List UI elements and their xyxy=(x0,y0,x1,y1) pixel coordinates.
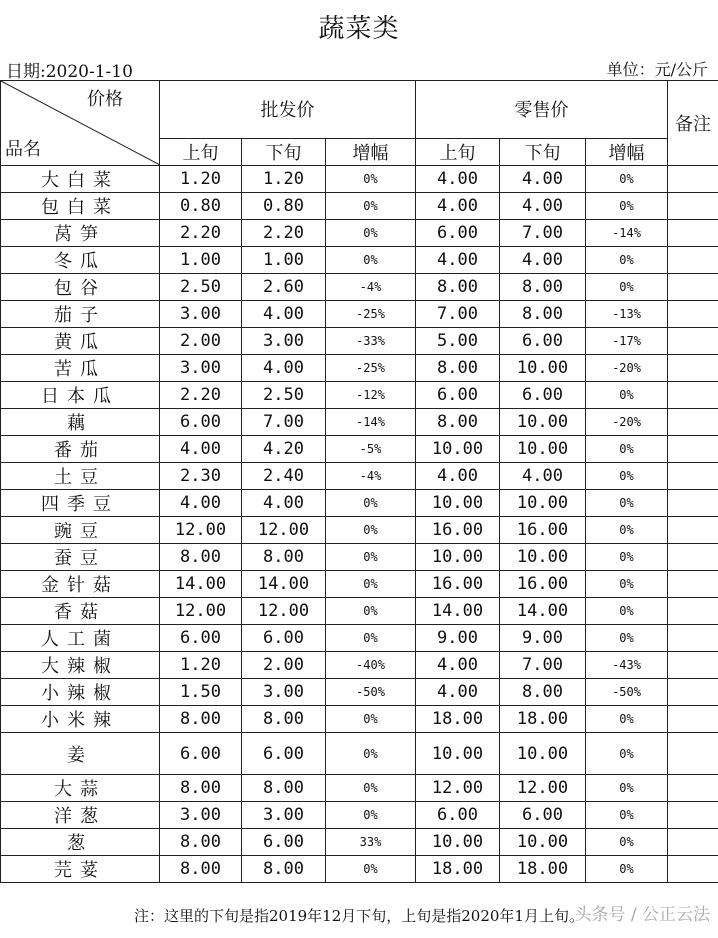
value-cell: 8.00 xyxy=(416,274,500,301)
value-cell: 0% xyxy=(326,517,416,544)
wholesale-header: 批发价 xyxy=(160,81,416,139)
value-cell: -4% xyxy=(326,463,416,490)
value-cell: 6.00 xyxy=(242,733,326,775)
value-cell: 0% xyxy=(586,829,668,856)
remark-cell xyxy=(668,490,718,517)
table-row xyxy=(1,436,718,463)
value-cell: 10.00 xyxy=(500,490,586,517)
value-cell: 2.00 xyxy=(242,652,326,679)
value-cell: 6.00 xyxy=(160,409,242,436)
value-cell: 0% xyxy=(326,220,416,247)
page-title: 蔬菜类 xyxy=(318,14,400,44)
value-cell: -4% xyxy=(326,274,416,301)
value-cell: 12.00 xyxy=(242,517,326,544)
item-name-cell: 土豆 xyxy=(1,463,160,490)
remark-cell xyxy=(668,463,718,490)
table-row xyxy=(1,166,718,193)
value-cell: -25% xyxy=(326,301,416,328)
item-name-cell: 冬瓜 xyxy=(1,247,160,274)
sub-header: 上旬 xyxy=(160,138,242,165)
value-cell: -12% xyxy=(326,382,416,409)
value-cell: 4.00 xyxy=(416,652,500,679)
value-cell: 0% xyxy=(586,382,668,409)
table-row xyxy=(1,733,718,775)
value-cell: 0% xyxy=(586,490,668,517)
value-cell: 0.80 xyxy=(242,193,326,220)
item-name-cell: 芫荽 xyxy=(1,856,160,883)
value-cell: 18.00 xyxy=(416,856,500,883)
value-cell: -17% xyxy=(586,328,668,355)
value-cell: -20% xyxy=(586,409,668,436)
remark-cell xyxy=(668,409,718,436)
table-row xyxy=(1,382,718,409)
value-cell: 10.00 xyxy=(416,490,500,517)
value-cell: 33% xyxy=(326,829,416,856)
value-cell: 16.00 xyxy=(500,517,586,544)
value-cell: 2.20 xyxy=(242,220,326,247)
price-table xyxy=(0,80,718,883)
value-cell: 10.00 xyxy=(416,436,500,463)
value-cell: 10.00 xyxy=(416,829,500,856)
value-cell: 0% xyxy=(326,166,416,193)
item-name-cell: 大辣椒 xyxy=(1,652,160,679)
table-row xyxy=(1,652,718,679)
value-cell: 6.00 xyxy=(160,733,242,775)
remark-cell xyxy=(668,775,718,802)
item-name-cell: 姜 xyxy=(1,733,160,775)
value-cell: 3.00 xyxy=(242,802,326,829)
value-cell: 4.00 xyxy=(416,247,500,274)
table-row xyxy=(1,706,718,733)
remark-cell xyxy=(668,247,718,274)
value-cell: 0% xyxy=(586,436,668,463)
item-name-cell: 大蒜 xyxy=(1,775,160,802)
value-cell: 8.00 xyxy=(160,544,242,571)
value-cell: 0% xyxy=(326,625,416,652)
value-cell: 0% xyxy=(586,517,668,544)
item-name-cell: 金针菇 xyxy=(1,571,160,598)
value-cell: 14.00 xyxy=(500,598,586,625)
remark-cell xyxy=(668,328,718,355)
item-name-cell: 日本瓜 xyxy=(1,382,160,409)
remark-cell xyxy=(668,733,718,775)
table-row xyxy=(1,355,718,382)
value-cell: 5.00 xyxy=(416,328,500,355)
value-cell: 8.00 xyxy=(500,679,586,706)
item-name-cell: 豌豆 xyxy=(1,517,160,544)
value-cell: -13% xyxy=(586,301,668,328)
value-cell: 4.00 xyxy=(416,166,500,193)
value-cell: 12.00 xyxy=(160,598,242,625)
table-row xyxy=(1,802,718,829)
value-cell: 0% xyxy=(586,571,668,598)
value-cell: 18.00 xyxy=(416,706,500,733)
value-cell: 1.20 xyxy=(160,652,242,679)
value-cell: 1.00 xyxy=(242,247,326,274)
item-name-cell: 小辣椒 xyxy=(1,679,160,706)
value-cell: 0% xyxy=(586,544,668,571)
value-cell: 0% xyxy=(326,490,416,517)
value-cell: 14.00 xyxy=(242,571,326,598)
value-cell: 4.00 xyxy=(500,463,586,490)
value-cell: 8.00 xyxy=(160,829,242,856)
table-row xyxy=(1,517,718,544)
remark-cell xyxy=(668,571,718,598)
value-cell: 0.80 xyxy=(160,193,242,220)
value-cell: 18.00 xyxy=(500,856,586,883)
table-row xyxy=(1,829,718,856)
value-cell: 8.00 xyxy=(242,856,326,883)
remark-cell xyxy=(668,274,718,301)
remark-cell xyxy=(668,706,718,733)
value-cell: 4.00 xyxy=(416,463,500,490)
watermark: 头条号 / 公正云法 xyxy=(574,905,710,925)
value-cell: 10.00 xyxy=(416,733,500,775)
value-cell: 8.00 xyxy=(160,706,242,733)
meta-row xyxy=(0,57,718,82)
value-cell: 0% xyxy=(586,775,668,802)
value-cell: -5% xyxy=(326,436,416,463)
value-cell: -14% xyxy=(586,220,668,247)
value-cell: 14.00 xyxy=(160,571,242,598)
value-cell: 9.00 xyxy=(500,625,586,652)
item-name-cell: 蚕豆 xyxy=(1,544,160,571)
item-name-cell: 葱 xyxy=(1,829,160,856)
value-cell: 6.00 xyxy=(416,802,500,829)
remark-cell xyxy=(668,652,718,679)
value-cell: 6.00 xyxy=(242,829,326,856)
remark-cell xyxy=(668,679,718,706)
sub-header: 增幅 xyxy=(586,138,668,165)
value-cell: 0% xyxy=(586,193,668,220)
value-cell: 4.20 xyxy=(242,436,326,463)
value-cell: 4.00 xyxy=(242,301,326,328)
remark-cell xyxy=(668,166,718,193)
price-header-label: 价格 xyxy=(87,89,123,110)
value-cell: 3.00 xyxy=(160,355,242,382)
value-cell: 7.00 xyxy=(416,301,500,328)
remark-cell xyxy=(668,544,718,571)
value-cell: 10.00 xyxy=(416,544,500,571)
value-cell: 9.00 xyxy=(416,625,500,652)
value-cell: 0% xyxy=(586,274,668,301)
value-cell: 0% xyxy=(586,166,668,193)
value-cell: 12.00 xyxy=(500,775,586,802)
table-row xyxy=(1,193,718,220)
value-cell: 0% xyxy=(326,775,416,802)
item-name-cell: 藕 xyxy=(1,409,160,436)
value-cell: 8.00 xyxy=(500,301,586,328)
value-cell: 10.00 xyxy=(500,829,586,856)
remark-cell xyxy=(668,829,718,856)
remark-cell xyxy=(668,193,718,220)
value-cell: 4.00 xyxy=(416,193,500,220)
value-cell: 4.00 xyxy=(160,436,242,463)
table-row xyxy=(1,598,718,625)
value-cell: -14% xyxy=(326,409,416,436)
sub-header: 增幅 xyxy=(326,138,416,165)
value-cell: 2.60 xyxy=(242,274,326,301)
value-cell: 0% xyxy=(586,733,668,775)
item-name-cell: 莴笋 xyxy=(1,220,160,247)
value-cell: 4.00 xyxy=(500,166,586,193)
value-cell: 8.00 xyxy=(160,856,242,883)
value-cell: 2.20 xyxy=(160,220,242,247)
remark-cell xyxy=(668,301,718,328)
value-cell: 10.00 xyxy=(500,436,586,463)
value-cell: 0% xyxy=(586,625,668,652)
value-cell: 8.00 xyxy=(500,274,586,301)
value-cell: 8.00 xyxy=(416,409,500,436)
value-cell: 6.00 xyxy=(160,625,242,652)
item-name-cell: 番茄 xyxy=(1,436,160,463)
value-cell: 3.00 xyxy=(160,301,242,328)
table-row xyxy=(1,301,718,328)
value-cell: -40% xyxy=(326,652,416,679)
sub-header: 上旬 xyxy=(416,138,500,165)
remark-cell xyxy=(668,517,718,544)
value-cell: 0% xyxy=(326,193,416,220)
table-row xyxy=(1,274,718,301)
value-cell: 8.00 xyxy=(242,775,326,802)
value-cell: 7.00 xyxy=(500,220,586,247)
value-cell: 2.50 xyxy=(242,382,326,409)
item-name-cell: 黄瓜 xyxy=(1,328,160,355)
value-cell: 1.20 xyxy=(242,166,326,193)
value-cell: 3.00 xyxy=(242,679,326,706)
date-label: 日期:2020-1-10 xyxy=(6,62,133,82)
value-cell: 0% xyxy=(326,733,416,775)
item-header-label: 品名 xyxy=(5,139,41,160)
value-cell: 16.00 xyxy=(416,517,500,544)
value-cell: 4.00 xyxy=(500,247,586,274)
value-cell: 2.00 xyxy=(160,328,242,355)
value-cell: 1.50 xyxy=(160,679,242,706)
sub-header: 下旬 xyxy=(242,138,326,165)
value-cell: 8.00 xyxy=(242,544,326,571)
item-name-cell: 人工菌 xyxy=(1,625,160,652)
value-cell: 0% xyxy=(326,598,416,625)
value-cell: 0% xyxy=(326,544,416,571)
remark-cell xyxy=(668,355,718,382)
value-cell: 6.00 xyxy=(416,220,500,247)
value-cell: -50% xyxy=(586,679,668,706)
value-cell: 0% xyxy=(326,247,416,274)
value-cell: 8.00 xyxy=(160,775,242,802)
value-cell: 12.00 xyxy=(242,598,326,625)
value-cell: 3.00 xyxy=(242,328,326,355)
value-cell: 12.00 xyxy=(160,517,242,544)
value-cell: -43% xyxy=(586,652,668,679)
value-cell: 16.00 xyxy=(416,571,500,598)
value-cell: 0% xyxy=(586,247,668,274)
value-cell: 2.30 xyxy=(160,463,242,490)
remark-cell xyxy=(668,436,718,463)
table-row xyxy=(1,463,718,490)
value-cell: 0% xyxy=(586,706,668,733)
table-row xyxy=(1,328,718,355)
value-cell: 0% xyxy=(586,802,668,829)
value-cell: 2.50 xyxy=(160,274,242,301)
table-row xyxy=(1,247,718,274)
remark-cell xyxy=(668,856,718,883)
value-cell: 7.00 xyxy=(242,409,326,436)
table-row xyxy=(1,775,718,802)
value-cell: 0% xyxy=(326,706,416,733)
value-cell: -50% xyxy=(326,679,416,706)
remark-cell xyxy=(668,220,718,247)
remark-cell xyxy=(668,802,718,829)
value-cell: 0% xyxy=(586,598,668,625)
table-row xyxy=(1,490,718,517)
remark-header: 备注 xyxy=(668,81,718,166)
value-cell: 7.00 xyxy=(500,652,586,679)
table-row xyxy=(1,856,718,883)
diagonal-header-cell xyxy=(1,81,160,166)
value-cell: 6.00 xyxy=(500,328,586,355)
value-cell: 4.00 xyxy=(160,490,242,517)
value-cell: 2.20 xyxy=(160,382,242,409)
value-cell: 1.00 xyxy=(160,247,242,274)
value-cell: 0% xyxy=(326,856,416,883)
value-cell: 16.00 xyxy=(500,571,586,598)
value-cell: 10.00 xyxy=(500,355,586,382)
item-name-cell: 苦瓜 xyxy=(1,355,160,382)
value-cell: 10.00 xyxy=(500,544,586,571)
value-cell: 1.20 xyxy=(160,166,242,193)
item-name-cell: 洋葱 xyxy=(1,802,160,829)
table-row xyxy=(1,409,718,436)
value-cell: 6.00 xyxy=(416,382,500,409)
footnote: 注：这里的下旬是指2019年12月下旬，上旬是指2020年1月上旬。 xyxy=(134,907,584,925)
item-name-cell: 包谷 xyxy=(1,274,160,301)
item-name-cell: 四季豆 xyxy=(1,490,160,517)
table-row xyxy=(1,220,718,247)
item-name-cell: 大白菜 xyxy=(1,166,160,193)
value-cell: -33% xyxy=(326,328,416,355)
value-cell: 10.00 xyxy=(500,409,586,436)
table-row xyxy=(1,625,718,652)
value-cell: -20% xyxy=(586,355,668,382)
value-cell: 14.00 xyxy=(416,598,500,625)
value-cell: -25% xyxy=(326,355,416,382)
table-row xyxy=(1,544,718,571)
item-name-cell: 香菇 xyxy=(1,598,160,625)
value-cell: 8.00 xyxy=(242,706,326,733)
value-cell: 0% xyxy=(326,571,416,598)
value-cell: 8.00 xyxy=(416,355,500,382)
retail-header: 零售价 xyxy=(416,81,668,139)
value-cell: 2.40 xyxy=(242,463,326,490)
value-cell: 4.00 xyxy=(500,193,586,220)
value-cell: 10.00 xyxy=(500,733,586,775)
unit-label: 单位：元/公斤 xyxy=(606,60,708,79)
value-cell: 3.00 xyxy=(160,802,242,829)
item-name-cell: 茄子 xyxy=(1,301,160,328)
value-cell: 6.00 xyxy=(500,802,586,829)
item-name-cell: 包白菜 xyxy=(1,193,160,220)
item-name-cell: 小米辣 xyxy=(1,706,160,733)
value-cell: 6.00 xyxy=(500,382,586,409)
sub-header: 下旬 xyxy=(500,138,586,165)
value-cell: 12.00 xyxy=(416,775,500,802)
value-cell: 4.00 xyxy=(416,679,500,706)
table-row xyxy=(1,571,718,598)
value-cell: 18.00 xyxy=(500,706,586,733)
value-cell: 0% xyxy=(326,802,416,829)
value-cell: 4.00 xyxy=(242,490,326,517)
value-cell: 0% xyxy=(586,856,668,883)
value-cell: 0% xyxy=(586,463,668,490)
table-row xyxy=(1,679,718,706)
remark-cell xyxy=(668,625,718,652)
value-cell: 4.00 xyxy=(242,355,326,382)
remark-cell xyxy=(668,382,718,409)
value-cell: 6.00 xyxy=(242,625,326,652)
remark-cell xyxy=(668,598,718,625)
